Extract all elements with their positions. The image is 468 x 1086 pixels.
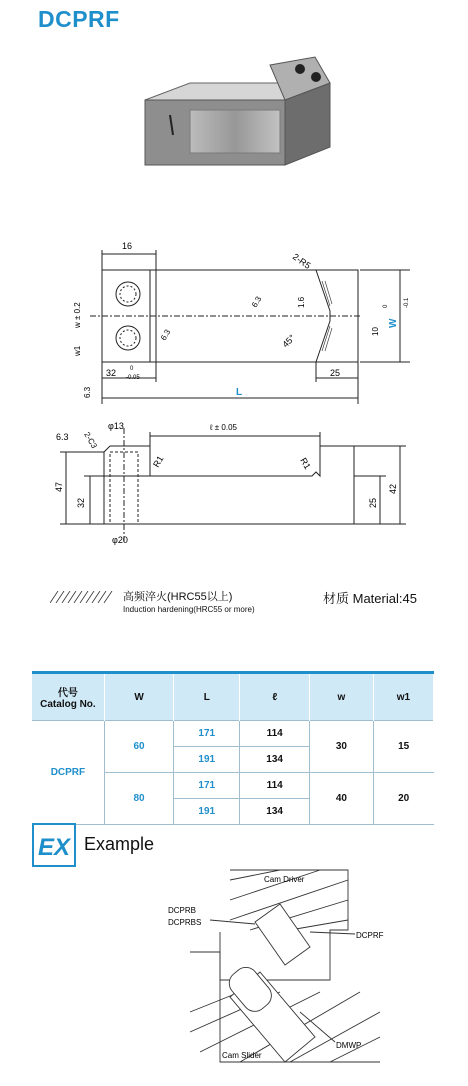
- table-header-row: [32, 673, 434, 721]
- cell-L: 171: [174, 721, 240, 747]
- example-diagram: [160, 862, 410, 1077]
- cell-l: 114: [240, 773, 310, 799]
- header-W: W: [104, 673, 173, 721]
- material-label: 材质 Material:45: [323, 591, 417, 606]
- dim-r1-b: R1: [298, 456, 313, 471]
- dim-L: L: [236, 387, 243, 398]
- legend-jp: 高频淬火(HRC55以上): [123, 591, 233, 603]
- dim-32: 32: [76, 497, 86, 508]
- dim-w1: w1: [73, 345, 82, 356]
- dim-6-3: 6.3: [56, 432, 69, 442]
- dim-2c3: 2-C3: [82, 430, 99, 451]
- dim-32-tol-bot: -0.05: [126, 375, 140, 381]
- header-w1: w1: [373, 673, 433, 721]
- dim-W-tol-bot: -0.1: [404, 297, 410, 308]
- dim-10: 10: [371, 327, 380, 336]
- dim-W-tol-top: 0: [383, 304, 389, 308]
- dim-phi13: φ13: [108, 421, 124, 431]
- dim-45: 45°: [280, 332, 298, 350]
- cell-w: 40: [310, 773, 374, 825]
- cell-l: 134: [240, 799, 310, 825]
- dim-32-tol-top: 0: [130, 366, 134, 372]
- dim-phi20: φ20: [112, 535, 128, 545]
- example-label: Example: [84, 834, 155, 854]
- cell-w1: 20: [373, 773, 433, 825]
- dim-32: 32: [106, 368, 117, 378]
- header-L: L: [174, 673, 240, 721]
- cell-L: 191: [174, 799, 240, 825]
- dim-6-3-c: 6.3: [83, 386, 92, 398]
- dim-6-3-a: 6.3: [158, 327, 173, 342]
- label-cam-slider: Cam Slider: [222, 1051, 262, 1060]
- header-l: ℓ: [240, 673, 310, 721]
- ex-badge-icon: [32, 823, 76, 867]
- cell-W: 60: [104, 721, 173, 773]
- dim-25: 25: [368, 497, 378, 508]
- label-cam-driver: Cam Driver: [264, 875, 305, 884]
- header-catalog-en: Catalog No.: [40, 699, 96, 710]
- dim-1-6: 1.6: [297, 296, 306, 308]
- dim-6-3-b: 6.3: [249, 294, 264, 309]
- header-catalog: [32, 673, 104, 721]
- product-photo: [130, 55, 340, 175]
- label-dcprb: DCPRB: [168, 906, 197, 915]
- dim-16: 16: [122, 241, 133, 251]
- catalog-cell: DCPRF: [32, 721, 104, 825]
- legend-en: Induction hardening(HRC55 or more): [123, 605, 255, 614]
- dim-47: 47: [54, 481, 64, 492]
- header-w: w: [310, 673, 374, 721]
- dim-25: 25: [330, 368, 341, 378]
- dim-2r5: 2-R5: [290, 251, 313, 271]
- cell-l: 134: [240, 747, 310, 773]
- cell-w1: 15: [373, 721, 433, 773]
- top-view-drawing: [60, 236, 420, 411]
- dim-r1-a: R1: [151, 454, 166, 469]
- label-dcprf: DCPRF: [356, 931, 384, 940]
- hatch-legend-icon: [50, 591, 114, 603]
- side-view-drawing: [40, 412, 420, 552]
- dim-l: ℓ ± 0.05: [210, 423, 237, 432]
- label-dcprbs: DCPRBS: [168, 918, 202, 927]
- page-title: DCPRF: [38, 6, 120, 32]
- cell-w: 30: [310, 721, 374, 773]
- cell-L: 171: [174, 773, 240, 799]
- cell-L: 191: [174, 747, 240, 773]
- dim-w-tol: w ± 0.2: [73, 302, 82, 328]
- ex-badge-text: EX: [37, 834, 71, 861]
- spec-table: [32, 671, 434, 825]
- cell-W: 80: [104, 773, 173, 825]
- table-row: [32, 721, 434, 747]
- dim-W: W: [388, 318, 399, 328]
- header-catalog-jp: 代号: [57, 688, 78, 699]
- dim-42: 42: [388, 483, 398, 494]
- label-dmwp: DMWP: [336, 1041, 362, 1050]
- cell-l: 114: [240, 721, 310, 747]
